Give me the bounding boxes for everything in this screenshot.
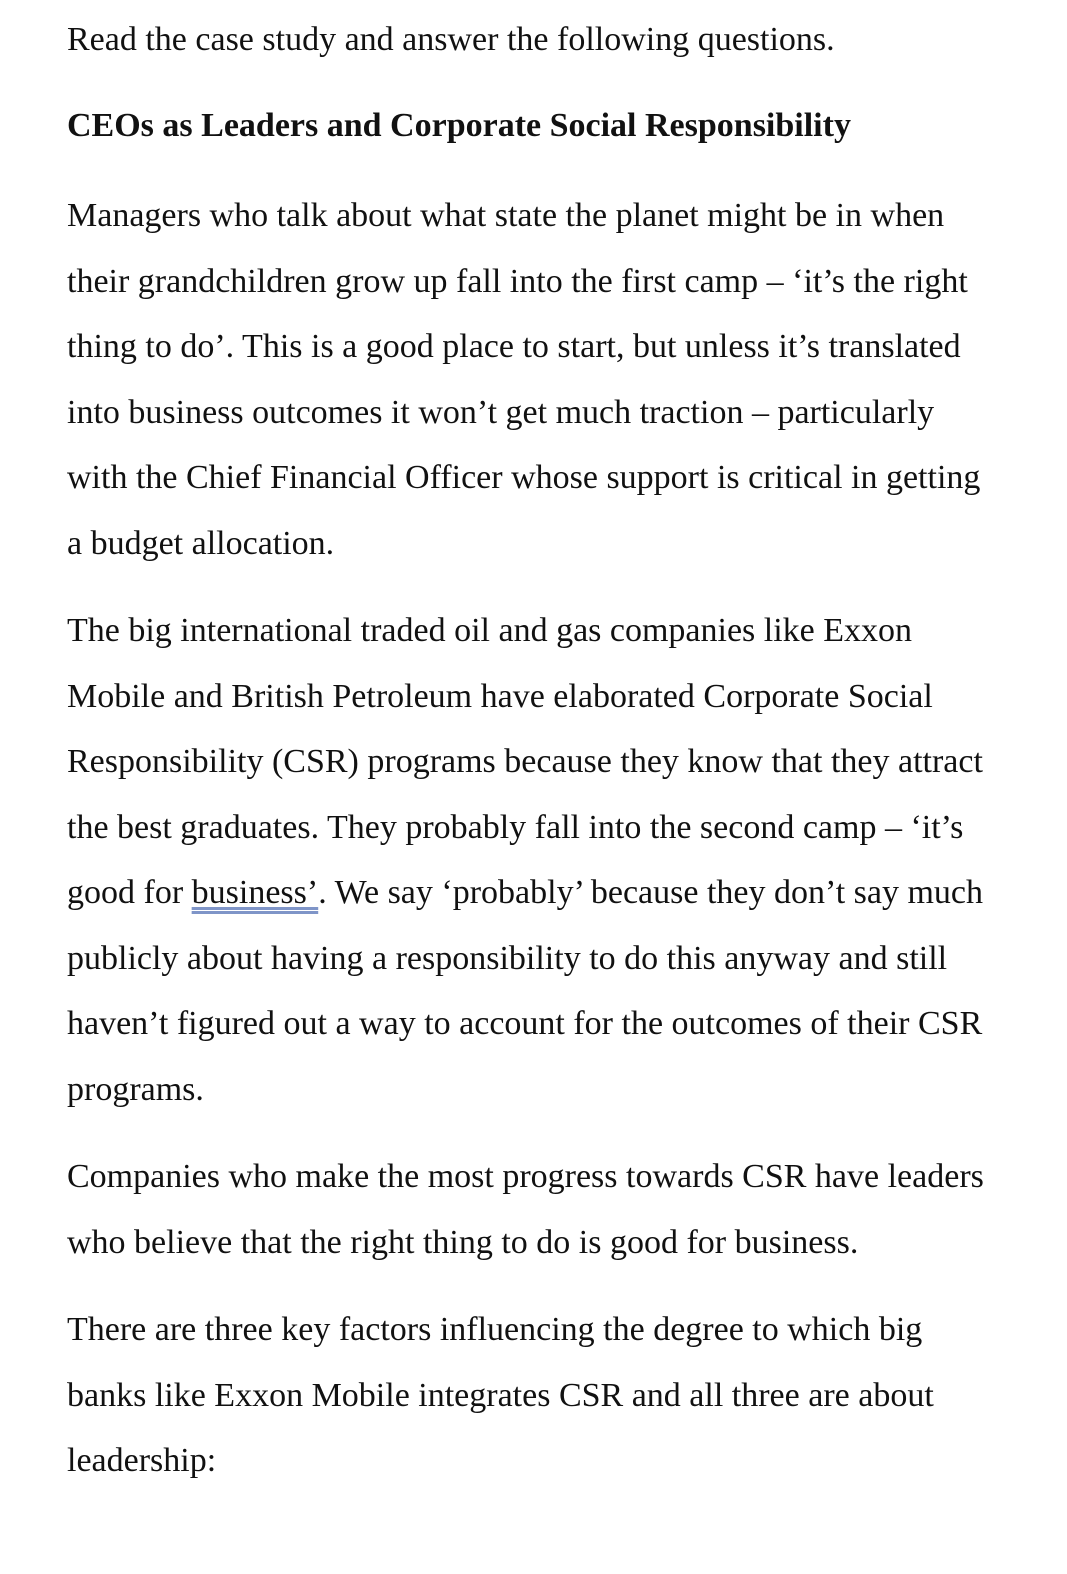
paragraph-3: Companies who make the most progress towards CSR have leaders who believe that the right thing to do is good for business.: [67, 1158, 984, 1261]
instruction-text: Read the case study and answer the following questions.: [67, 21, 835, 58]
paragraph-2: [67, 598, 997, 1122]
paragraph-1: Managers who talk about what state the planet might be in when their grandchildren grow up fall into the first camp – ‘it’s the right thing to do’. This is a good place to start, but unless it’s translated into business outcomes it won’t get much traction – particularly with the Chief Financial Officer whose support is critical in getting a budget allocation.: [67, 197, 981, 562]
grammar-flagged-word[interactable]: business’: [191, 874, 319, 911]
document-body: [67, 18, 997, 1494]
paragraph-2-text-end: . We say ‘probably’ because they don’t say much publicly about having a responsibility to do this anyway and still haven’t figured out a way to account for the outcomes of their CSR programs.: [67, 874, 984, 1108]
case-study-title: CEOs as Leaders and Corporate Social Responsibility: [67, 107, 851, 144]
paragraph-4: There are three key factors influencing the degree to which big banks like Exxon Mobile integrates CSR and all three are about leadership:: [67, 1311, 934, 1479]
paragraph-2-text-start: The big international traded oil and gas companies like Exxon Mobile and British Petroleum have elaborated Corporate Social Responsibility (CSR) programs because they know that they attract the best graduates. They probably fall into the second camp – ‘it’s good for: [67, 612, 983, 911]
